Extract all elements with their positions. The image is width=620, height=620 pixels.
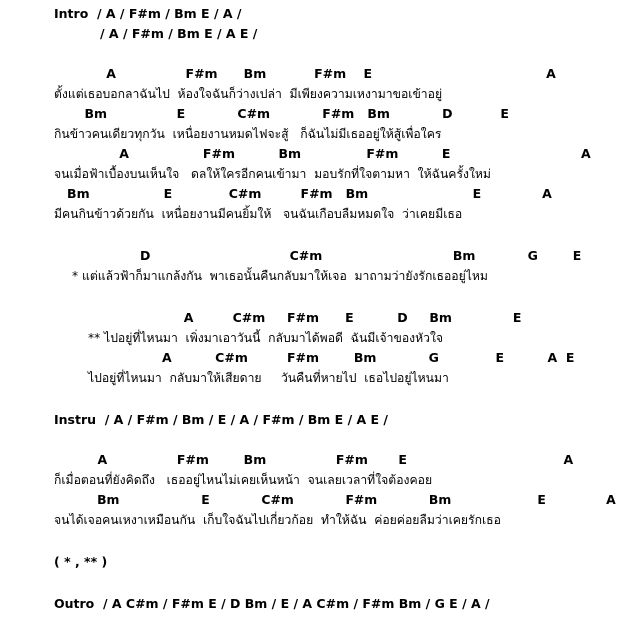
verse3-lyric-2: จนได้เจอคนเหงาเหมือนกัน เก็บใจฉันไปเกี่ยวก้อย ทำให้ฉัน ค่อยค่อยลืมว่าเคยรักเธอ bbox=[54, 513, 501, 527]
verse2-chords-1: A F#m Bm F#m E A bbox=[54, 146, 591, 161]
intro-line-2: / A / F#m / Bm E / A E / bbox=[100, 26, 258, 41]
repeat-marker: ( * , ** ) bbox=[54, 554, 108, 569]
prechorus-lyric: * แต่แล้วฟ้าก็มาแกล้งกัน พาเธอนั้นคืนกลับมาให้เจอ มาถามว่ายังรักเธออยู่ไหม bbox=[72, 269, 488, 283]
verse3-chords-2: Bm E C#m F#m Bm E A bbox=[54, 492, 616, 507]
verse2-lyric-1: จนเมื่อฟ้าเบื้องบนเห็นใจ ดลให้ใครอีกคนเข้ามา มอบรักที่ใจตามหา ให้ฉันครั้งใหม่ bbox=[54, 167, 491, 181]
prechorus-chords: D C#m Bm G E bbox=[140, 248, 582, 263]
chorus-lyric-2: ไปอยู่ที่ไหนมา กลับมาให้เสียดาย วันคืนที่หายไป เธอไปอยู่ไหนมา bbox=[88, 371, 449, 385]
intro-line-1: Intro / A / F#m / Bm E / A / bbox=[54, 6, 242, 21]
verse1-lyric-2: กินข้าวคนเดียวทุกวัน เหนื่อยงานหมดไฟจะสู้ ก็ฉันไม่มีเธออยู่ให้สู้เพื่อใคร bbox=[54, 127, 442, 141]
verse1-chords-2: Bm E C#m F#m Bm D E bbox=[54, 106, 509, 121]
verse1-lyric-1: ตั้งแต่เธอบอกลาฉันไป ห้องใจฉันก็ว่างเปล่า มีเพียงความเหงามาขอเข้าอยู่ bbox=[54, 87, 443, 101]
verse1-chords-1: A F#m Bm F#m E A bbox=[54, 66, 556, 81]
verse3-lyric-1: ก็เมื่อตอนที่ยังคิดถึง เธออยู่ไหนไม่เคยเห็นหน้า จนเลยเวลาที่ใจต้องคอย bbox=[54, 473, 433, 487]
chorus-chords-2: A C#m F#m Bm G E A E bbox=[88, 350, 575, 365]
verse2-chords-2: Bm E C#m F#m Bm E A bbox=[54, 186, 552, 201]
outro-line: Outro / A C#m / F#m E / D Bm / E / A C#m / F#m Bm / G E / A / bbox=[54, 596, 490, 611]
instru-line: Instru / A / F#m / Bm / E / A / F#m / Bm E / A E / bbox=[54, 412, 388, 427]
chorus-lyric-1: ** ไปอยู่ที่ไหนมา เพิ่งมาเอาวันนี้ กลับมาได้พอดี ฉันมีเจ้าของหัวใจ bbox=[88, 331, 444, 345]
chorus-chords-1: A C#m F#m E D Bm E bbox=[88, 310, 522, 325]
verse2-lyric-2: มีคนกินข้าวด้วยกัน เหนื่อยงานมีคนยิ้มให้ จนฉันเกือบลืมหมดใจ ว่าเคยมีเธอ bbox=[54, 207, 463, 221]
verse3-chords-1: A F#m Bm F#m E A bbox=[54, 452, 574, 467]
